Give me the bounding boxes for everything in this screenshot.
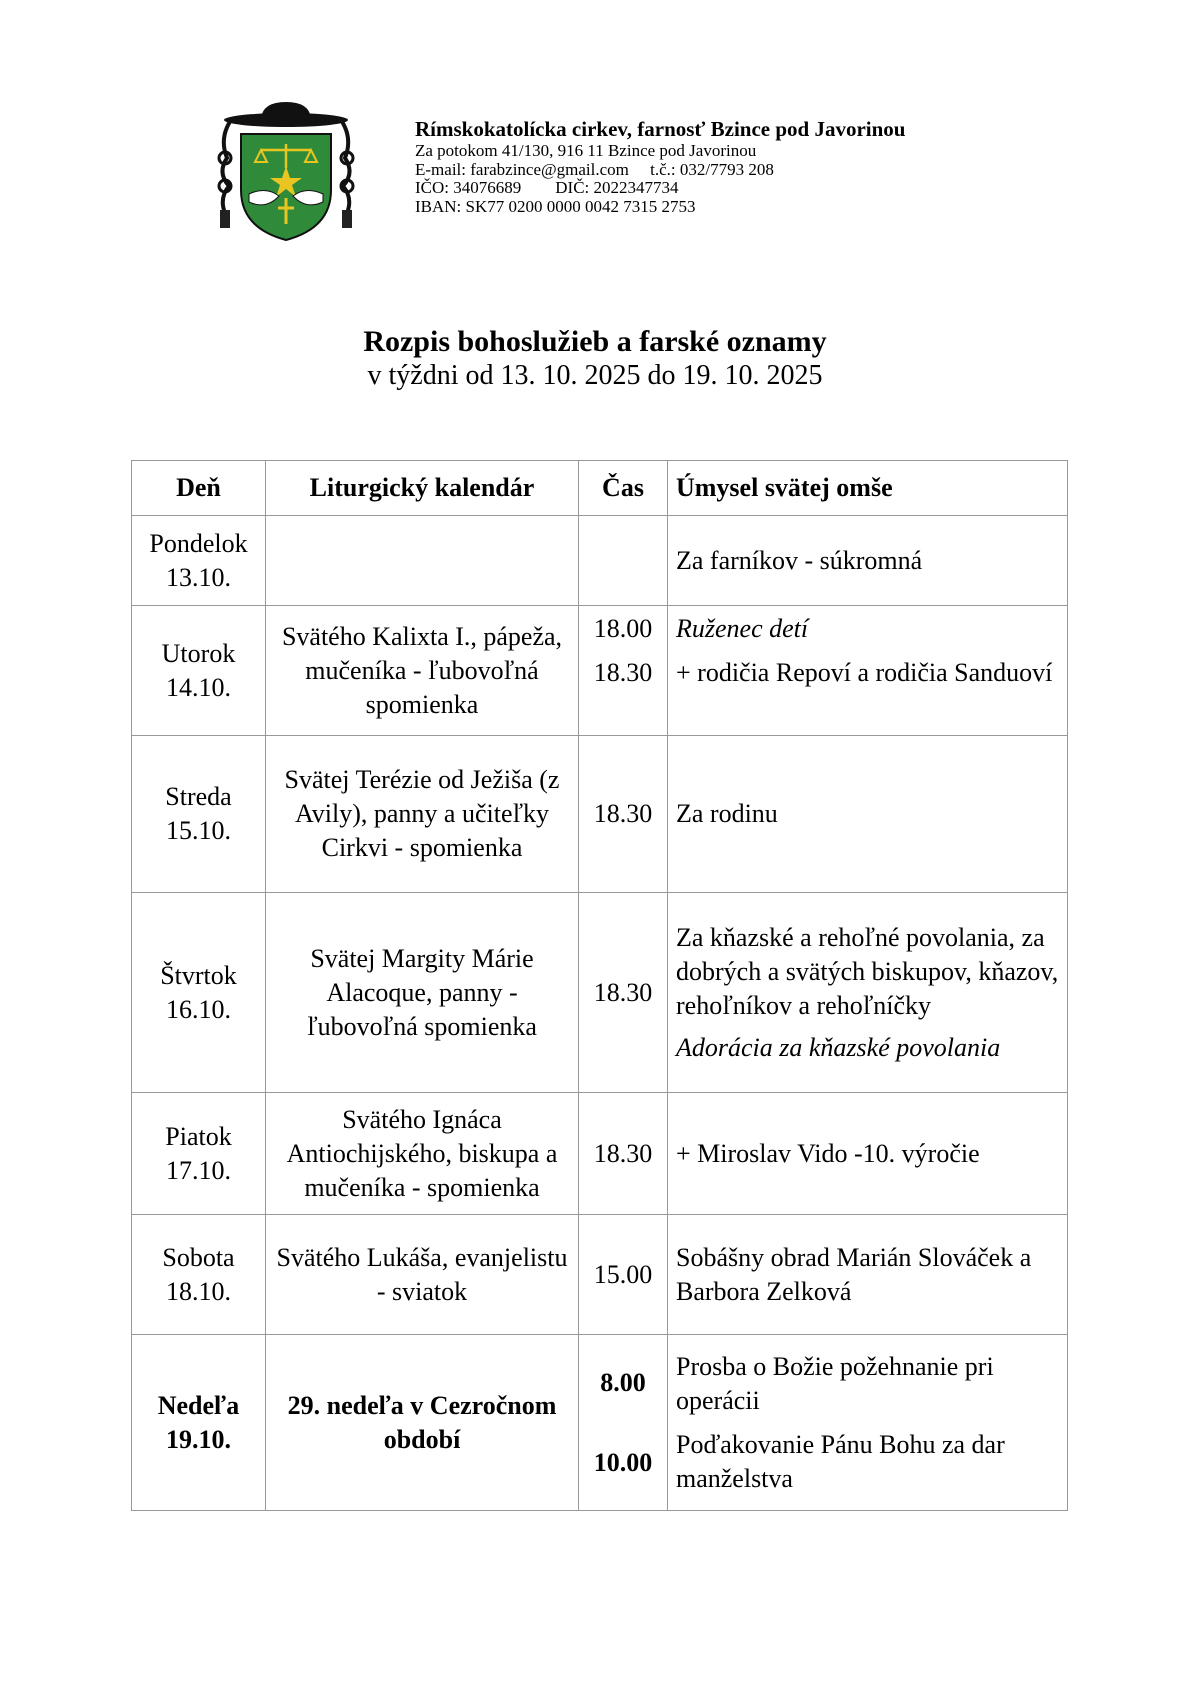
time-cell: 18.30 bbox=[579, 893, 668, 1093]
day-cell bbox=[132, 893, 266, 1093]
table-row bbox=[132, 893, 1068, 1093]
day-date: 14.10. bbox=[166, 672, 231, 702]
day-name: Streda bbox=[165, 782, 232, 811]
column-header-time: Čas bbox=[579, 461, 668, 516]
intention-text: Poďakovanie Pánu Bohu za dar manželstva bbox=[676, 1429, 1005, 1493]
day-name: Piatok bbox=[165, 1121, 232, 1151]
page-subtitle: v týždni od 13. 10. 2025 do 19. 10. 2025 bbox=[367, 360, 823, 391]
time-cell: 18.30 bbox=[579, 736, 668, 893]
day-name: Nedeľa bbox=[157, 1390, 240, 1420]
table-row bbox=[132, 1335, 1068, 1511]
organization-name: Rímskokatolícka cirkev, farnosť Bzince pod Javorinou bbox=[415, 117, 906, 141]
day-date: 13.10. bbox=[166, 562, 231, 592]
intention-cell: Sobášny obrad Marián Slováček a Barbora Zelková bbox=[668, 1215, 1068, 1335]
day-name: Štvrtok bbox=[160, 960, 237, 990]
day-date: 17.10. bbox=[166, 1155, 231, 1185]
address: Za potokom 41/130, 916 11 Bzince pod Javorinou bbox=[415, 141, 757, 160]
intention-cell: Za farníkov - súkromná bbox=[668, 516, 1068, 606]
table-row bbox=[132, 736, 1068, 893]
table-row bbox=[132, 516, 1068, 606]
intention-cell bbox=[668, 893, 1068, 1093]
day-name: Pondelok bbox=[149, 528, 248, 558]
day-cell bbox=[132, 606, 266, 736]
ico: IČO: 34076689 bbox=[415, 178, 522, 197]
time-cell bbox=[579, 1335, 668, 1511]
liturgy-cell bbox=[266, 516, 579, 606]
iban: IBAN: SK77 0200 0000 0042 7315 2753 bbox=[415, 196, 696, 216]
intention-text: Prosba o Božie požehnanie pri operácii bbox=[676, 1351, 994, 1415]
page-title: Rozpis bohoslužieb a farské oznamy bbox=[363, 325, 827, 358]
day-date: 18.10. bbox=[166, 1276, 231, 1306]
contact-row bbox=[415, 161, 905, 180]
email: E-mail: farabzince@gmail.com bbox=[415, 159, 629, 179]
day-date: 15.10. bbox=[166, 816, 231, 845]
liturgy-cell: Svätého Kalixta I., pápeža, mučeníka - ľubovoľná spomienka bbox=[266, 606, 579, 736]
day-date: 19.10. bbox=[166, 1424, 231, 1454]
intention-cell bbox=[668, 1335, 1068, 1511]
day-name: Sobota bbox=[162, 1242, 235, 1272]
intention-text: Za kňazské a rehoľné povolania, za dobrých a svätých biskupov, kňazov, rehoľníkov a rehoľníčky bbox=[676, 922, 1059, 1020]
time-cell: 15.00 bbox=[579, 1215, 668, 1335]
day-cell bbox=[132, 1093, 266, 1215]
intention-cell bbox=[668, 606, 1068, 736]
column-header-day: Deň bbox=[132, 461, 266, 516]
time-cell bbox=[579, 516, 668, 606]
day-cell bbox=[132, 516, 266, 606]
dic: DIČ: 2022347734 bbox=[555, 178, 679, 197]
intention-text: Ruženec detí bbox=[676, 614, 809, 643]
phone: t.č.: 032/7793 208 bbox=[650, 159, 774, 179]
table-row bbox=[132, 1215, 1068, 1335]
table-header-row bbox=[132, 461, 1068, 516]
time-value: 18.30 bbox=[593, 658, 653, 687]
schedule-table bbox=[131, 460, 1068, 1511]
intention-text: Adorácia za kňazské povolania bbox=[676, 1032, 1001, 1062]
table-row bbox=[132, 1093, 1068, 1215]
day-cell bbox=[132, 1335, 266, 1511]
intention-text: + rodičia Repoví a rodičia Sanduoví bbox=[676, 658, 1053, 687]
liturgy-cell: Svätej Terézie od Ježiša (z Avily), panny a učiteľky Cirkvi - spomienka bbox=[266, 736, 579, 893]
liturgy-cell: Svätého Lukáša, evanjelistu - sviatok bbox=[266, 1215, 579, 1335]
intention-cell: Za rodinu bbox=[668, 736, 1068, 893]
title-block bbox=[0, 325, 1190, 393]
liturgy-cell: Svätého Ignáca Antiochijského, biskupa a mučeníka - spomienka bbox=[266, 1093, 579, 1215]
parish-header bbox=[415, 118, 905, 216]
day-date: 16.10. bbox=[166, 994, 231, 1024]
time-cell: 18.30 bbox=[579, 1093, 668, 1215]
parish-coat-of-arms-icon bbox=[211, 98, 361, 248]
time-value: 10.00 bbox=[593, 1447, 653, 1477]
time-value: 8.00 bbox=[600, 1367, 646, 1397]
id-row bbox=[415, 179, 905, 198]
table-row bbox=[132, 606, 1068, 736]
intention-cell: + Miroslav Vido -10. výročie bbox=[668, 1093, 1068, 1215]
day-cell bbox=[132, 736, 266, 893]
column-header-intention: Úmysel svätej omše bbox=[668, 461, 1068, 516]
liturgy-cell: Svätej Margity Márie Alacoque, panny - ľubovoľná spomienka bbox=[266, 893, 579, 1093]
time-value: 18.00 bbox=[593, 614, 653, 643]
liturgy-cell: 29. nedeľa v Cezročnom období bbox=[266, 1335, 579, 1511]
time-cell bbox=[579, 606, 668, 736]
day-cell bbox=[132, 1215, 266, 1335]
column-header-liturgy: Liturgický kalendár bbox=[266, 461, 579, 516]
day-name: Utorok bbox=[161, 638, 236, 668]
